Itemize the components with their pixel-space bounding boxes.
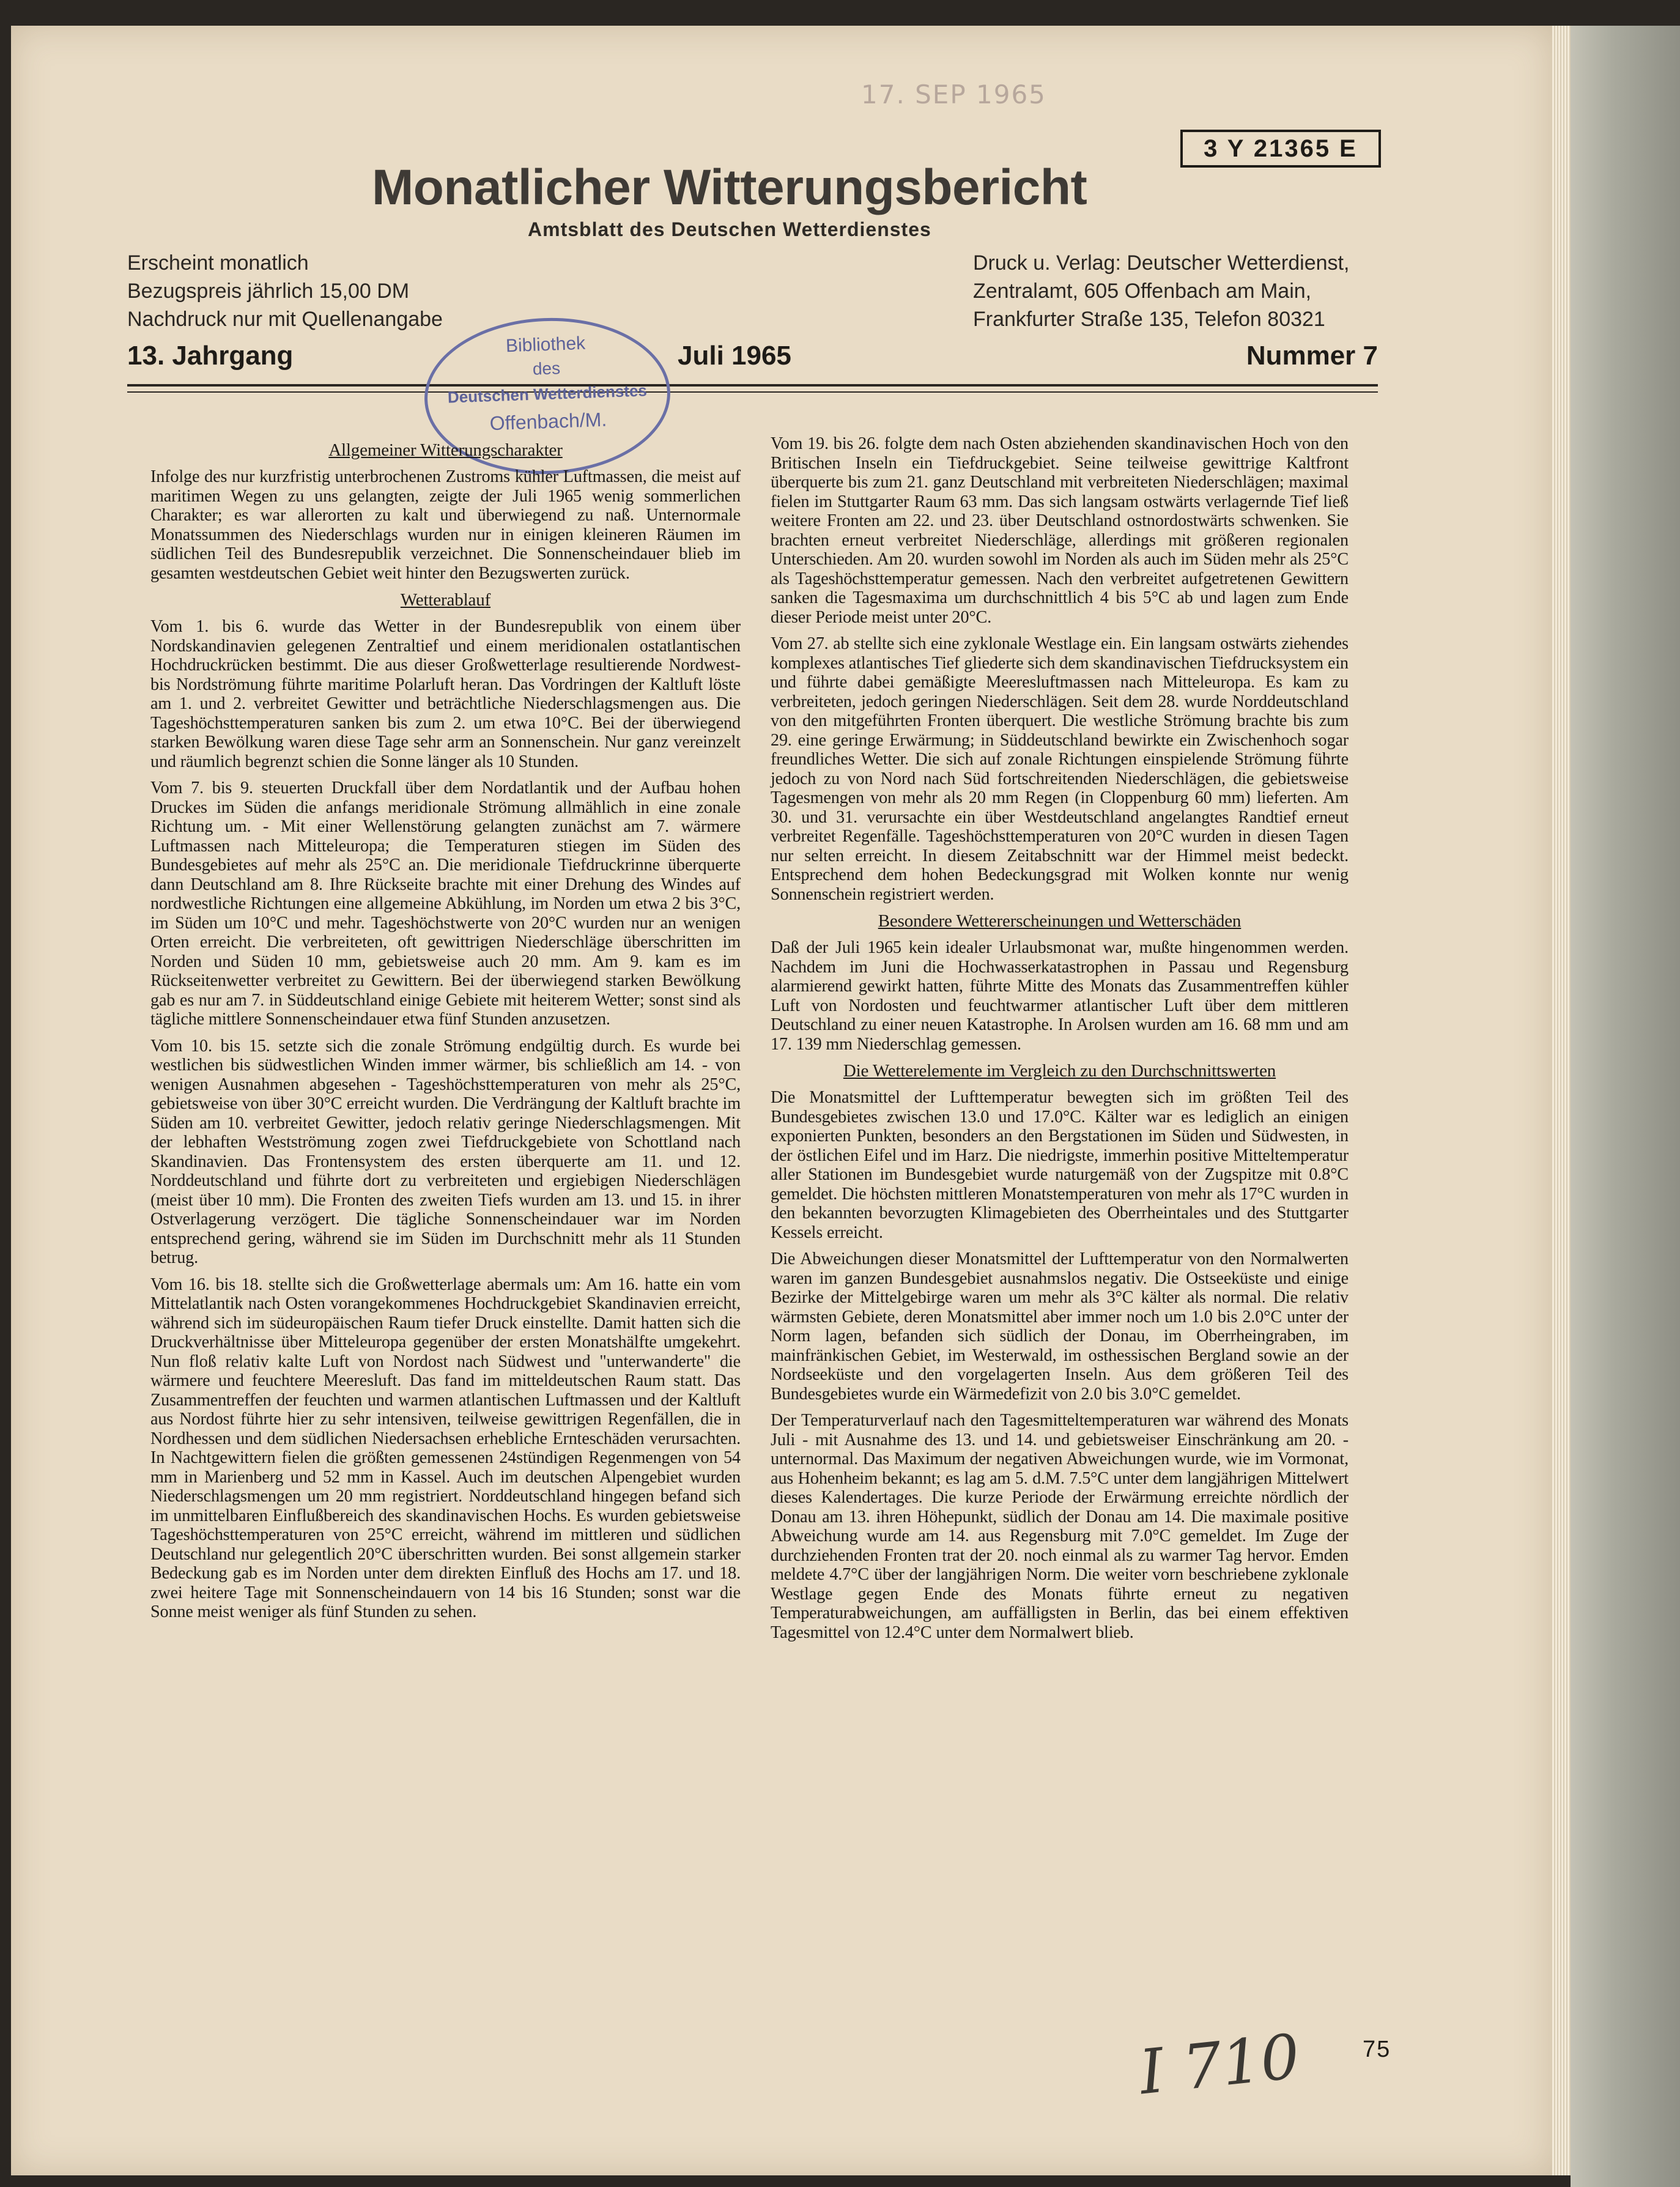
info-line: Erscheint monatlich (127, 251, 309, 275)
page-subtitle: Amtsblatt des Deutschen Wetterdienstes (528, 218, 931, 240)
body-paragraph: Vom 10. bis 15. setzte sich die zonale Strömung endgültig durch. Es wurde bei westlichen bis südwestlichen Winden immer wärmer, bis schließlich am 14. - von wenigen Ausnahmen abgesehen - Tageshöchsttemperaturen von mehr als 25°C, gebietsweise von über 30°C erreicht wurden. Die Verdrängung der Kaltluft brachte im Süden am 10. verbreitet Gewitter, jedoch relativ geringe Niederschlagsmengen. Mit der lebhaften Westströmung zogen zwei Tiefdruckgebiete von Schottland nach Skandinavien. Das Frontensystem des ersten überquerte am 11. und 12. Norddeutschland und führte dort zu verbreiteten und ergiebigen Niederschlägen (meist über 10 mm). Die Fronten des zweiten Tiefs wurden am 13. und 15. in ihrer Ostverlagerung verzögert. Die tägliche Sonnenscheindauer war im Norden entsprechend gering, während sie im Süden im Durchschnitt mehr als 11 Stunden betrug. (150, 1036, 741, 1267)
info-line: Bezugspreis jährlich 15,00 DM (127, 279, 410, 303)
stamp-line: Bibliothek (505, 333, 586, 357)
page-number: 75 (1363, 2037, 1391, 2062)
page-title: Monatlicher Witterungsbericht (372, 160, 1087, 215)
info-line: Nachdruck nur mit Quellenangabe (127, 308, 443, 331)
page-edge (1552, 26, 1571, 2175)
book-binding (1571, 26, 1680, 2187)
body-paragraph: Vom 16. bis 18. stellte sich die Großwetterlage abermals um: Am 16. hatte ein vom Mittelatlantik nach Osten vorangekommenes Hochdruckgebiet Skandinavien erreicht, während sich im südeuropäischen Raum tiefer Druck einstellte. Damit hatten sich die Druckverhältnisse über Mitteleuropa gegenüber der ersten Monatshälfte umgekehrt. Nun floß relativ kalte Luft von Nordost nach Südwest und "unterwanderte" die wärmere und feuchtere Meeresluft. Das fand im mitteldeutschen Raum statt. Das Zusammentreffen der feuchten und warmen atlantischen Luftmassen und der Kaltluft aus Nordost führte hier zu sehr intensiven, teilweise gewittrigen Regenfällen, die in Nordhessen und dem südlichen Niedersachsen erhebliche Ernteschäden verursachten. In Nachtgewittern fielen die größten gemessenen 24stündigen Regenmengen von 54 mm in Marienberg und 52 mm in Kassel. Auch im deutschen Alpengebiet wurden Niederschlagsmengen um 20 mm registriert. Norddeutschland hingegen befand sich im unmittelbaren Einflußbereich des skandinavischen Hochs. Es wurden gebietsweise Tageshöchsttemperaturen von 25°C erreicht, während im mittleren und südlichen Deutschland nur gelegentlich 20°C überschritten wurden. Bei sonst allgemein starker Bedeckung gab es im Norden unter dem direkten Einfluß des Hochs am 17. und 18. zwei heitere Tage mit Sonnenscheindauern von 14 bis 16 Stunden; sonst war die Sonne meist weniger als fünf Stunden zu sehen. (150, 1275, 741, 1621)
body-paragraph: Daß der Juli 1965 kein idealer Urlaubsmonat war, mußte hingenommen werden. Nachdem im Juni die Hochwasserkatastrophen in Passau und Regensburg alarmierend gewirkt hatten, führte Mitte des Monats das Zusammentreffen kühler Luft von Nordosten und feuchtwarmer atlantischer Luft über dem mittleren Deutschland zu einer neuen Katastrophe. In Arolsen wurden am 16. 68 mm und am 17. 139 mm Niederschlag gemessen. (771, 938, 1349, 1054)
document-page (11, 26, 1552, 2175)
section-heading: Die Wetterelemente im Vergleich zu den Durchschnittswerten (843, 1061, 1276, 1081)
body-paragraph: Vom 19. bis 26. folgte dem nach Osten abziehenden skandinavischen Hoch von den Britischen Inseln ein Tiefdruckgebiet. Seine teilweise gewittrige Kaltfront überquerte bis zum 21. ganz Deutschland mit verbreiteten Niederschlägen; maximal fielen im Stuttgarter Raum 63 mm. Das sich langsam ostwärts verlagernde Tief ließ weitere Fronten am 22. und 23. über Deutschland ostnordostwärts schwenken. Sie brachten erneut verbreitet Niederschläge, allerdings mit größeren regionalen Unterschieden. Am 20. wurden sowohl im Norden als auch im Süden mehr als 25°C als Tageshöchsttemperatur gemessen. Nach den verbreitet aufgetretenen Gewittern sanken die Tagesmaxima um durchschnittlich 4 bis 5°C ab und lagen zum Ende dieser Periode meist unter 20°C. (771, 434, 1349, 627)
issue-number: Nummer 7 (1246, 341, 1378, 371)
info-line: Druck u. Verlag: Deutscher Wetterdienst, (973, 251, 1350, 275)
volume-label: 13. Jahrgang (127, 341, 294, 371)
stamp-line: Deutschen Wetterdienstes (447, 381, 648, 407)
body-paragraph: Infolge des nur kurzfristig unterbrochenen Zustroms kühler Luftmassen, die meist auf maritimen Wegen zu uns gelangten, zeigte der Juli 1965 wenig sommerlichen Charakter; es war allerorten zu kalt und überwiegend zu naß. Unternormale Monatssummen des Niederschlags wurden nur in einigen kleineren Räumen im südlichen Teil des Bundesrepublik verzeichnet. Die Sonnenscheindauer blieb im gesamten westdeutschen Gebiet weit hinter den Bezugswerten zurück. (150, 467, 741, 583)
issue-masthead (127, 341, 1378, 383)
masthead-rule (127, 384, 1378, 393)
issue-month: Juli 1965 (678, 341, 791, 371)
publication-info (127, 249, 443, 333)
body-paragraph: Vom 1. bis 6. wurde das Wetter in der Bundesrepublik von einem über Nordskandinavien gelegenen Zentraltief und einem meridionalen ostatlantischen Hochdruckrücken bestimmt. Die aus dieser Großwetterlage resultierende Nordwest- bis Nordströmung führte maritime Polarluft heran. Das Vordringen der Kaltluft löste am 1. und 2. verbreitet Gewitter und beträchtliche Niederschlagsmengen aus. Die Tageshöchsttemperaturen sanken bis zum 2. um etwa 10°C. Bei der überwiegend starken Bewölkung waren diese Tage sehr arm an Sonnenschein. Nur ganz vereinzelt und räumlich begrenzt schien die Sonne länger als 10 Stunden. (150, 617, 741, 771)
body-paragraph: Die Monatsmittel der Lufttemperatur bewegten sich im größten Teil des Bundesgebietes zwischen 13.0 und 17.0°C. Kälter war es lediglich an einigen exponierten Punkten, besonders an den Bergstationen im Süden und Südwesten, in der östlichen Eifel und im Harz. Die niedrigste, immerhin positive Mitteltemperatur aller Stationen im Bundesgebiet wurde naturgemäß von der Zugspitze mit 0.8°C gemeldet. Die höchsten mittleren Monatstemperaturen von mehr als 17°C wurden in den bekannten bevorzugten Klimagebieten des Oberrheintales und des Stuttgarter Kessels erreicht. (771, 1088, 1349, 1242)
stamp-line: des (532, 358, 561, 379)
catalog-number-box: 3 Y 21365 E (1180, 130, 1381, 168)
body-paragraph: Vom 27. ab stellte sich eine zyklonale Westlage ein. Ein langsam ostwärts ziehendes komplexes atlantisches Tief gliederte sich dem skandinavischen Tiefdrucksystem ein und führte dabei gemäßigte Meeresluftmassen nach Mitteleuropa. Es kam zu verbreiteten, jedoch geringen Niederschlägen. Seit dem 28. wurde Norddeutschland von den mitgeführten Fronten überquert. Die westliche Strömung brachte bis zum 29. eine geringe Erwärmung; in Süddeutschland bewirkte ein Zwischenhoch sogar freundliches Wetter. Die sich auf zonale Richtungen einspielende Strömung führte jedoch zu von Nord nach Süd fortschreitenden Niederschlägen, die gebietsweise Tagesmengen von mehr als 20 mm Regen (in Cloppenburg 60 mm) lieferten. Am 30. und 31. verursachte ein über Westdeutschland angelangtes Randtief erneut verbreitet Regenfälle. Tageshöchsttemperaturen von 20°C wurden in diesen Tagen nur selten erreicht. In diesem Zeitabschnitt war der Himmel meist bedeckt. Entsprechend dem hohen Bedeckungsgrad mit Wolken konnte nur wenig Sonnenschein registriert werden. (771, 634, 1349, 904)
section-heading: Allgemeiner Witterungscharakter (328, 440, 563, 460)
info-line: Frankfurter Straße 135, Telefon 80321 (973, 308, 1325, 331)
received-date-stamp: 17. SEP 1965 (861, 80, 1046, 109)
info-line: Zentralamt, 605 Offenbach am Main, (973, 279, 1312, 303)
section-heading: Besondere Wettererscheinungen und Wetterschäden (878, 911, 1241, 931)
body-paragraph: Die Abweichungen dieser Monatsmittel der Lufttemperatur von den Normalwerten waren im ganzen Bundesgebiet ausnahmslos negativ. Die Ostseeküste und einige Bezirke der Mittelgebirge waren um mehr als 3°C kälter als normal. Die relativ wärmsten Gebiete, deren Monatsmittel aber immer noch um 1.0 bis 2.0°C unter der Norm lagen, befanden sich südlich der Donau, im Oberrheingraben, im mainfränkischen Gebiet, im Westerwald, im osthessischen Bergland sowie an der Nordseeküste und den vorgelagerten Inseln. Aus dem größeren Teil des Bundesgebietes wurde ein Wärmedefizit von 2.0 bis 3.0°C gemeldet. (771, 1249, 1349, 1404)
handwritten-note: I 710 (1136, 2020, 1303, 2109)
stamp-line: Offenbach/M. (489, 408, 607, 435)
publisher-info (973, 249, 1349, 333)
right-text-column (771, 434, 1349, 1649)
body-paragraph: Vom 7. bis 9. steuerten Druckfall über dem Nordatlantik und der Aufbau hohen Druckes im Süden die anfangs meridionale Strömung allmählich in eine zonale Richtung um. - Mit einer Wellenstörung gelangten zunächst am 7. wärmere Luftmassen nach Mitteleuropa; die Temperaturen stiegen im Süden des Bundesgebietes auf mehr als 25°C an. Die meridionale Tiefdruckrinne überquerte dann Deutschland am 8. Ihre Rückseite brachte mit einer Drehung des Windes auf nordwestliche Richtungen eine allgemeine Abkühlung, im Norden um etwa 2 bis 3°C, im Süden um 10°C und mehr. Tageshöchstwerte von 20°C wurden nur an wenigen Orten erreicht. Die verbreiteten, oft gewittrigen Niederschläge überschritten im Norden und Süden 10 mm, gebietsweise auch 20 mm. Am 9. kam es im Rückseitenwetter verbreitet zu Gewittern. Bei der überwiegend starken Bewölkung gab es nur am 7. in Süddeutschland einige Gebiete mit heiterem Wetter; sonst sind als tägliche mittlere Sonnenscheindauer etwa fünf Stunden anzusetzen. (150, 779, 741, 1029)
body-paragraph: Der Temperaturverlauf nach den Tagesmitteltemperaturen war während des Monats Juli - mit Ausnahme des 13. und 14. und gebietsweiser Einschränkung am 20. - unternormal. Das Maximum der negativen Abweichungen wurde, wie im Vormonat, aus Hohenheim bekannt; es lag am 5. d.M. 7.5°C unter dem langjährigen Mittelwert dieses Kalendertages. Die kurze Periode der Erwärmung erreichte nördlich der Donau am 13. ihren Höhepunkt, südlich der Donau am 14. Die maximale positive Abweichung wurde am 14. aus Regensburg mit 7.0°C gemeldet. Im Zuge der durchziehenden Fronten trat der 20. noch einmal als zu warmer Tag hervor. Emden meldete 4.7°C über der langjährigen Norm. Die weiter vorn beschriebene zyklonale Westlage gegen Ende des Monats führte erneut zu negativen Temperaturabweichungen, am auffälligsten in Berlin, das bei einem effektiven Tagesmittel von 12.4°C unter dem Normalwert blieb. (771, 1411, 1349, 1642)
left-text-column (150, 434, 741, 1629)
section-heading: Wetterablauf (400, 590, 491, 610)
